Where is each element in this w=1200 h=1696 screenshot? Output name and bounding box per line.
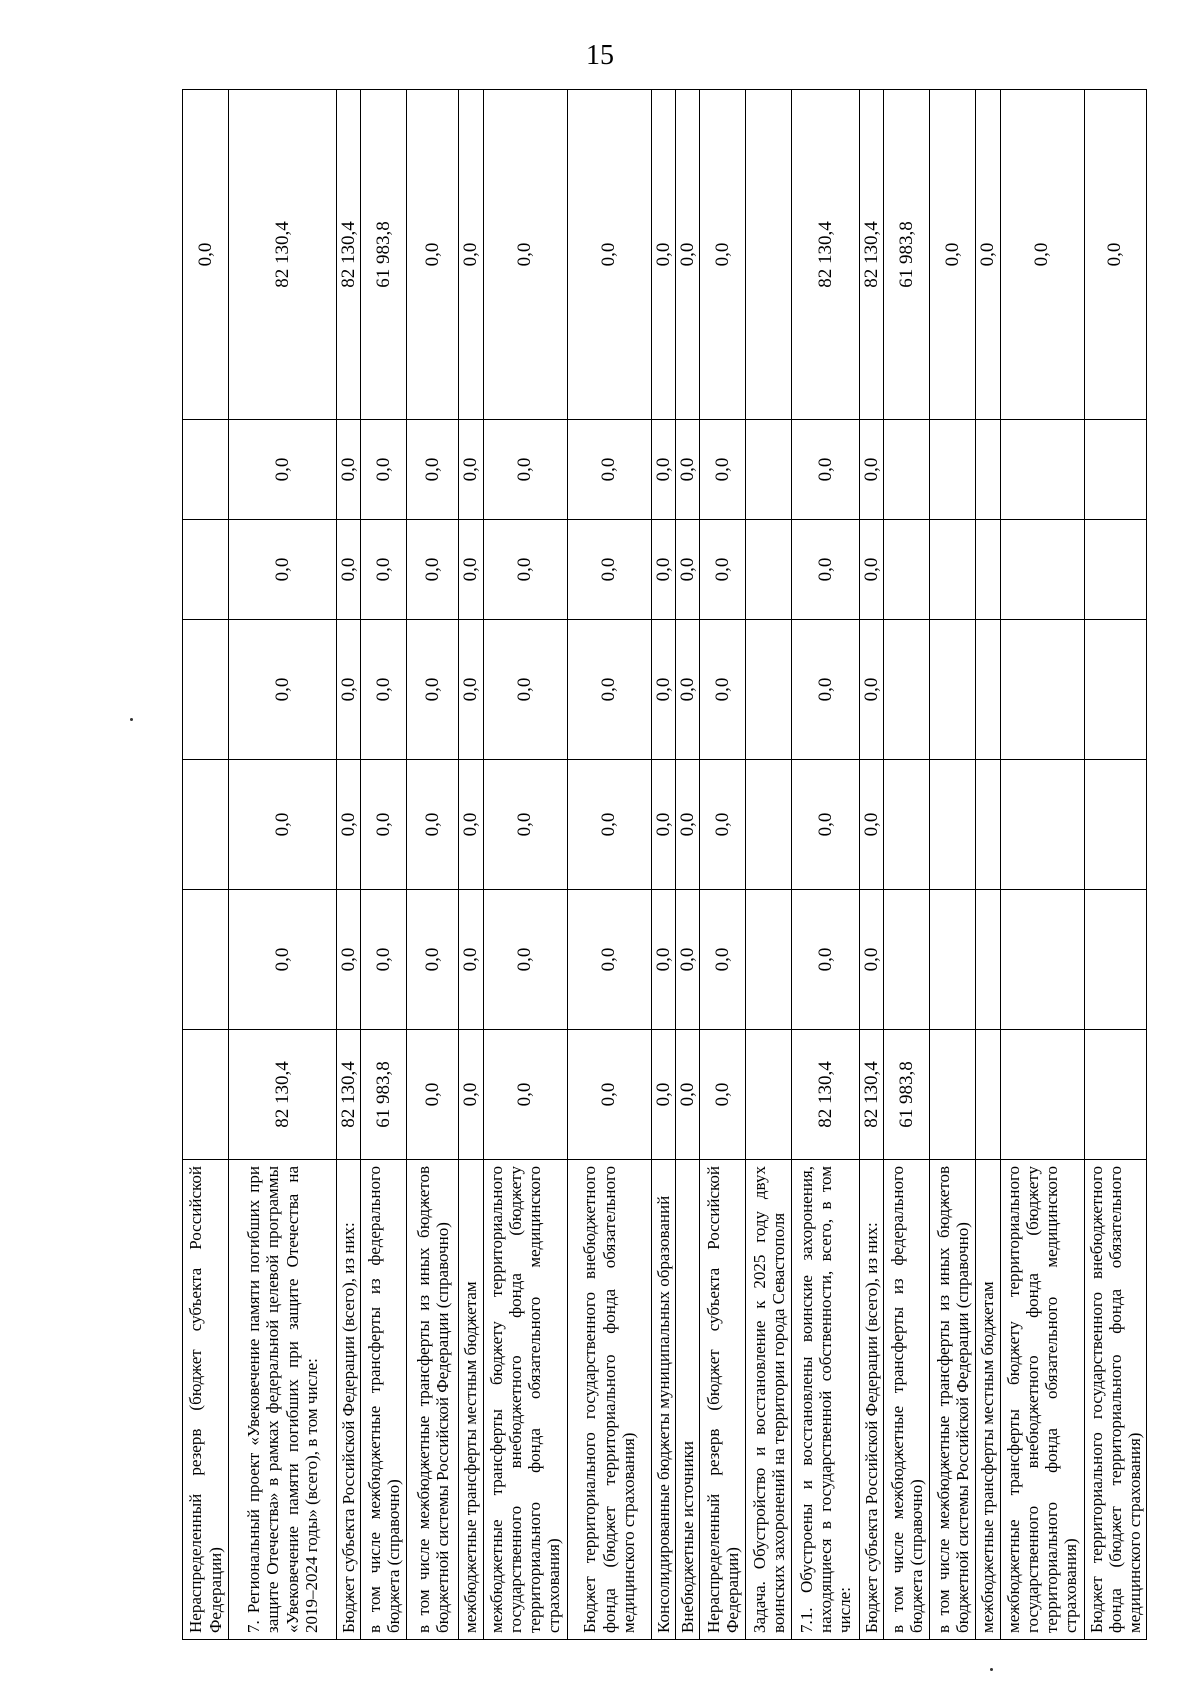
value-cell: 0,0	[459, 520, 483, 620]
value-cell: 0,0	[567, 1030, 651, 1160]
value-cell: 0,0	[407, 520, 459, 620]
table-row	[651, 90, 675, 1640]
value-cell: 0,0	[567, 90, 651, 420]
value-cell	[1084, 890, 1146, 1030]
value-cell: 82 130,4	[860, 90, 884, 420]
value-cell: 0,0	[700, 890, 746, 1030]
value-cell: 0,0	[700, 760, 746, 890]
value-cell: 0,0	[700, 420, 746, 520]
value-cell: 0,0	[700, 520, 746, 620]
table-row	[746, 90, 792, 1640]
value-cell: 0,0	[229, 520, 337, 620]
value-cell: 0,0	[459, 420, 483, 520]
row-label: Внебюджетные источники	[675, 1160, 699, 1640]
value-cell: 0,0	[567, 520, 651, 620]
value-cell	[1000, 760, 1084, 890]
value-cell: 0,0	[361, 760, 407, 890]
table-row	[459, 90, 483, 1640]
value-cell: 0,0	[337, 520, 361, 620]
value-cell	[183, 1030, 229, 1160]
value-cell	[183, 890, 229, 1030]
value-cell: 0,0	[337, 760, 361, 890]
row-label: Задача. Обустройство и восстановление к 2025 году двух воинских захоронений на территории города Севастополя	[746, 1160, 792, 1640]
value-cell: 0,0	[860, 420, 884, 520]
value-cell: 0,0	[407, 760, 459, 890]
value-cell: 0,0	[483, 1030, 567, 1160]
table-row	[675, 90, 699, 1640]
value-cell: 0,0	[483, 520, 567, 620]
value-cell	[884, 620, 930, 760]
value-cell	[183, 420, 229, 520]
value-cell	[183, 520, 229, 620]
value-cell	[976, 520, 1000, 620]
table-row	[884, 90, 930, 1640]
value-cell: 0,0	[675, 620, 699, 760]
value-cell: 0,0	[459, 760, 483, 890]
value-cell: 0,0	[700, 1030, 746, 1160]
row-label: Бюджет территориального государственного внебюджетного фонда (бюджет территориального фонда обязательного медицинского страхования)	[1084, 1160, 1146, 1640]
value-cell	[930, 1030, 976, 1160]
value-cell: 61 983,8	[361, 1030, 407, 1160]
value-cell: 0,0	[567, 760, 651, 890]
value-cell	[976, 760, 1000, 890]
value-cell: 0,0	[459, 90, 483, 420]
value-cell	[1084, 620, 1146, 760]
value-cell: 0,0	[675, 1030, 699, 1160]
value-cell: 0,0	[675, 90, 699, 420]
table-row	[860, 90, 884, 1640]
table-row	[1084, 90, 1146, 1640]
value-cell	[746, 520, 792, 620]
value-cell	[930, 760, 976, 890]
value-cell: 0,0	[407, 420, 459, 520]
value-cell	[1084, 520, 1146, 620]
value-cell	[1000, 520, 1084, 620]
value-cell: 0,0	[930, 90, 976, 420]
value-cell: 0,0	[483, 90, 567, 420]
value-cell	[884, 420, 930, 520]
row-label: межбюджетные трансферты местным бюджетам	[459, 1160, 483, 1640]
value-cell: 82 130,4	[860, 1030, 884, 1160]
value-cell: 0,0	[229, 760, 337, 890]
value-cell: 0,0	[1084, 90, 1146, 420]
value-cell: 0,0	[860, 760, 884, 890]
value-cell: 0,0	[792, 620, 860, 760]
value-cell: 0,0	[483, 420, 567, 520]
row-label: 7.1. Обустроены и восстановлены воинские захоронения, находящиеся в государственной собственности, всего, в том числе:	[792, 1160, 860, 1640]
value-cell	[746, 90, 792, 420]
value-cell: 0,0	[337, 890, 361, 1030]
value-cell: 0,0	[567, 890, 651, 1030]
table-body	[183, 90, 1147, 1640]
value-cell	[884, 520, 930, 620]
value-cell: 0,0	[860, 620, 884, 760]
value-cell	[976, 420, 1000, 520]
value-cell	[746, 890, 792, 1030]
row-label: в том числе межбюджетные трансферты из иных бюджетов бюджетной системы Российской Федерации (справочно)	[407, 1160, 459, 1640]
value-cell: 0,0	[651, 1030, 675, 1160]
value-cell: 82 130,4	[229, 1030, 337, 1160]
value-cell: 0,0	[675, 520, 699, 620]
value-cell: 0,0	[361, 620, 407, 760]
value-cell	[976, 1030, 1000, 1160]
value-cell: 0,0	[407, 890, 459, 1030]
value-cell: 0,0	[407, 90, 459, 420]
value-cell: 0,0	[651, 620, 675, 760]
value-cell	[746, 1030, 792, 1160]
value-cell: 0,0	[792, 890, 860, 1030]
row-label: Нераспределенный резерв (бюджет субъекта Российской Федерации)	[183, 1160, 229, 1640]
value-cell	[746, 760, 792, 890]
value-cell: 0,0	[860, 520, 884, 620]
value-cell: 0,0	[229, 420, 337, 520]
scan-speck	[130, 718, 133, 721]
value-cell: 0,0	[407, 1030, 459, 1160]
budget-table	[182, 89, 1147, 1640]
value-cell: 0,0	[183, 90, 229, 420]
table-row	[1000, 90, 1084, 1640]
row-label: 7. Региональный проект «Увековечение памяти погибших при защите Отечества» в рамках федеральной целевой программы «Увековечение памяти погибших при защите Отечества на 2019–2024 годы» (всего), в том числе:	[229, 1160, 337, 1640]
row-label: межбюджетные трансферты бюджету территориального государственного внебюджетного фонда (бюджету территориального фонда обязательного медицинского страхования)	[1000, 1160, 1084, 1640]
value-cell: 0,0	[361, 420, 407, 520]
value-cell: 0,0	[483, 760, 567, 890]
value-cell: 0,0	[792, 520, 860, 620]
value-cell	[1084, 420, 1146, 520]
value-cell: 0,0	[976, 90, 1000, 420]
value-cell	[183, 620, 229, 760]
value-cell: 0,0	[792, 760, 860, 890]
value-cell: 0,0	[651, 890, 675, 1030]
row-label: Бюджет территориального государственного внебюджетного фонда (бюджет территориального фонда обязательного медицинского страхования)	[567, 1160, 651, 1640]
value-cell	[884, 890, 930, 1030]
value-cell: 0,0	[567, 620, 651, 760]
value-cell: 0,0	[651, 90, 675, 420]
row-label: Бюджет субъекта Российской Федерации (всего), из них:	[860, 1160, 884, 1640]
value-cell	[1000, 890, 1084, 1030]
value-cell	[976, 620, 1000, 760]
table-row	[183, 90, 229, 1640]
value-cell: 0,0	[361, 890, 407, 1030]
rotated-table-container	[182, 90, 1144, 1640]
value-cell: 0,0	[651, 760, 675, 890]
value-cell	[746, 420, 792, 520]
value-cell: 0,0	[792, 420, 860, 520]
value-cell	[930, 520, 976, 620]
table-row	[930, 90, 976, 1640]
value-cell	[930, 420, 976, 520]
value-cell: 0,0	[860, 890, 884, 1030]
value-cell: 0,0	[675, 760, 699, 890]
row-label: Нераспределенный резерв (бюджет субъекта Российской Федерации)	[700, 1160, 746, 1640]
value-cell: 0,0	[700, 90, 746, 420]
value-cell	[1084, 760, 1146, 890]
value-cell: 0,0	[700, 620, 746, 760]
table-row	[361, 90, 407, 1640]
value-cell: 0,0	[459, 620, 483, 760]
value-cell: 82 130,4	[337, 1030, 361, 1160]
table-row	[792, 90, 860, 1640]
value-cell: 0,0	[337, 620, 361, 760]
table-row	[976, 90, 1000, 1640]
value-cell	[1000, 1030, 1084, 1160]
page-number: 15	[586, 40, 614, 71]
value-cell	[930, 620, 976, 760]
table-row	[700, 90, 746, 1640]
row-label: Консолидированные бюджеты муниципальных образований	[651, 1160, 675, 1640]
row-label: межбюджетные трансферты бюджету территориального государственного внебюджетного фонда (бюджету территориального фонда обязательного медицинского страхования)	[483, 1160, 567, 1640]
value-cell: 61 983,8	[884, 90, 930, 420]
value-cell	[746, 620, 792, 760]
value-cell: 61 983,8	[361, 90, 407, 420]
table-row	[407, 90, 459, 1640]
value-cell: 0,0	[361, 520, 407, 620]
value-cell: 0,0	[337, 420, 361, 520]
value-cell: 0,0	[651, 420, 675, 520]
row-label: в том числе межбюджетные трансферты из федерального бюджета (справочно)	[884, 1160, 930, 1640]
row-label: в том числе межбюджетные трансферты из иных бюджетов бюджетной системы Российской Федерации (справочно)	[930, 1160, 976, 1640]
table-row	[483, 90, 567, 1640]
table-row	[567, 90, 651, 1640]
value-cell: 82 130,4	[337, 90, 361, 420]
value-cell: 82 130,4	[229, 90, 337, 420]
value-cell	[930, 890, 976, 1030]
value-cell	[1000, 620, 1084, 760]
value-cell: 0,0	[567, 420, 651, 520]
scan-speck	[990, 1668, 993, 1671]
value-cell: 0,0	[459, 1030, 483, 1160]
row-label: межбюджетные трансферты местным бюджетам	[976, 1160, 1000, 1640]
value-cell	[976, 890, 1000, 1030]
table-row	[337, 90, 361, 1640]
value-cell	[183, 760, 229, 890]
value-cell: 0,0	[1000, 90, 1084, 420]
value-cell: 0,0	[675, 890, 699, 1030]
value-cell: 0,0	[483, 620, 567, 760]
value-cell: 0,0	[229, 620, 337, 760]
row-label: Бюджет субъекта Российской Федерации (всего), из них:	[337, 1160, 361, 1640]
table-row	[229, 90, 337, 1640]
value-cell	[884, 760, 930, 890]
value-cell	[1084, 1030, 1146, 1160]
value-cell: 0,0	[675, 420, 699, 520]
value-cell: 0,0	[407, 620, 459, 760]
value-cell: 61 983,8	[884, 1030, 930, 1160]
value-cell: 0,0	[459, 890, 483, 1030]
value-cell: 0,0	[483, 890, 567, 1030]
value-cell: 0,0	[651, 520, 675, 620]
value-cell: 0,0	[229, 890, 337, 1030]
value-cell	[1000, 420, 1084, 520]
value-cell: 82 130,4	[792, 1030, 860, 1160]
row-label: в том числе межбюджетные трансферты из федерального бюджета (справочно)	[361, 1160, 407, 1640]
value-cell: 82 130,4	[792, 90, 860, 420]
